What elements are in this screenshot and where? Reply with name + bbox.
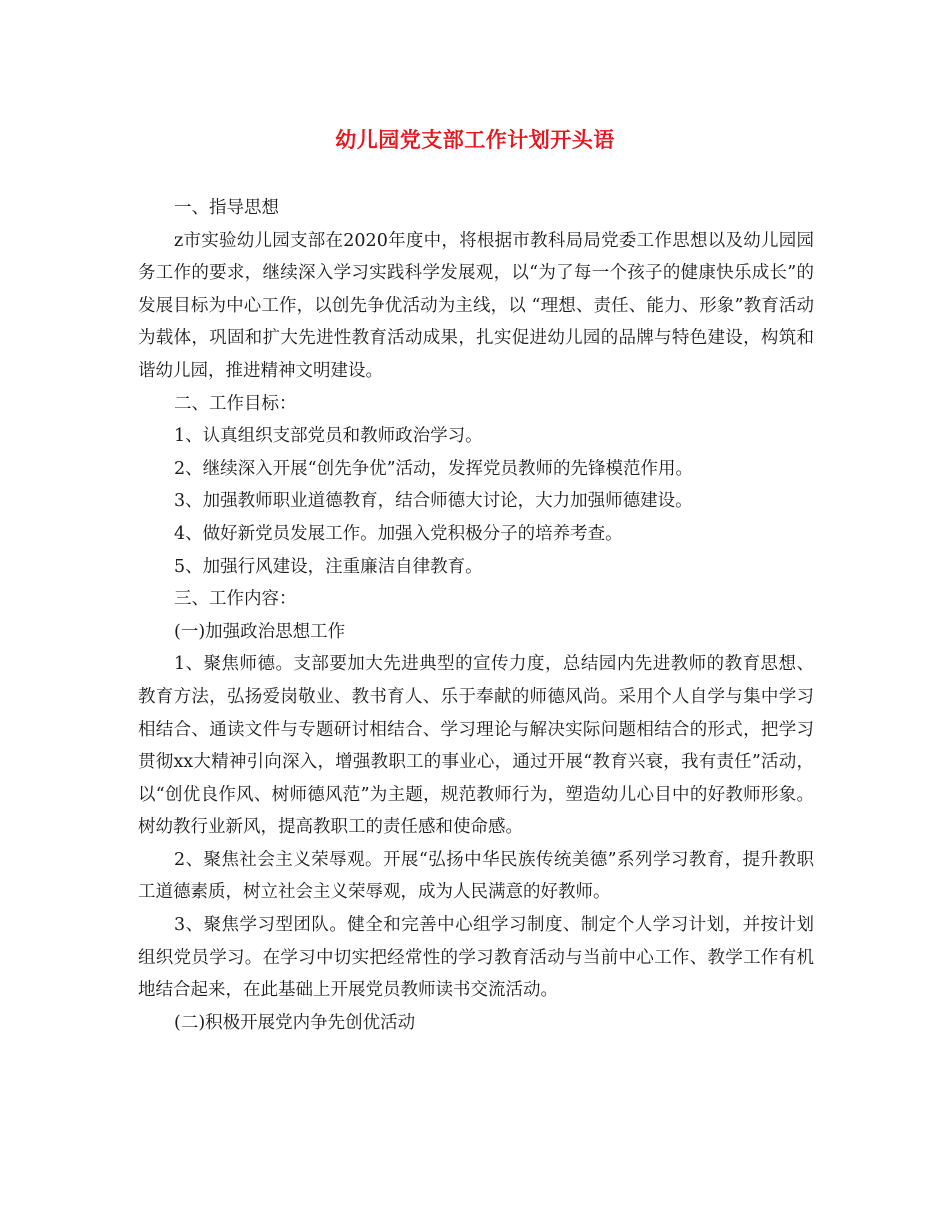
document-body — [138, 192, 814, 1039]
list-item-goal-3: 3、加强教师职业道德教育，结合师德大讨论，大力加强师德建设。 — [174, 491, 693, 512]
paragraph-focus-honor-view: 2、聚焦社会主义荣辱观。开展“弘扬中华民族传统美德”系列学习教育，提升教职工道德素质，树立社会主义荣辱观，成为人民满意的好教师。 — [138, 849, 814, 903]
paragraph-focus-learning-team: 3、聚焦学习型团队。健全和完善中心组学习制度、制定个人学习计划，并按计划组织党员学习。在学习中切实把经常性的学习教育活动与当前中心工作、教学工作有机地结合起来，在此基础上开展党员教师读书交流活动。 — [138, 915, 814, 1001]
list-item-goal-1: 1、认真组织支部党员和教师政治学习。 — [174, 426, 483, 447]
paragraph-focus-teacher-ethics: 1、聚焦师德。支部要加大先进典型的宣传力度，总结园内先进教师的教育思想、教育方法，弘扬爱岗敬业、教书育人、乐于奉献的师德风尚。采用个人自学与集中学习相结合、通读文件与专题研讨相结合、学习理论与解决实际问题相结合的形式，把学习贯彻xx大精神引向深入，增强教职工的事业心，通过开展“教育兴衰，我有责任”活动，以“创优良作风、树师德风范”为主题，规范教师行为，塑造幼儿心目中的好教师形象。树幼教行业新风，提高教职工的责任感和使命感。 — [138, 654, 814, 838]
list-item-goal-4: 4、做好新党员发展工作。加强入党积极分子的培养考查。 — [174, 523, 623, 544]
subsection-heading-political-work: (一)加强政治思想工作 — [174, 621, 346, 642]
subsection-heading-excellence-activity: (二)积极开展党内争先创优活动 — [174, 1012, 416, 1033]
section-heading-guiding-ideology: 一、指导思想 — [174, 198, 279, 218]
document-title: 幼儿园党支部工作计划开头语 — [335, 127, 615, 152]
list-item-goal-2: 2、继续深入开展“创先争优”活动，发挥党员教师的先锋模范作用。 — [174, 458, 694, 479]
section-heading-work-content: 三、工作内容： — [174, 589, 297, 610]
list-item-goal-5: 5、加强行风建设，注重廉洁自律教育。 — [174, 556, 483, 577]
paragraph-guiding-ideology: z市实验幼儿园支部在2020年度中，将根据市教科局局党委工作思想以及幼儿园园务工作的要求，继续深入学习实践科学发展观，以“为了每一个孩子的健康快乐成长”的发展目标为中心工作，以创先争优活动为主线，以 “理想、责任、能力、形象”教育活动为载体，巩固和扩大先进性教育活动成果，扎实促进幼儿园的品牌与特色建设，构筑和谐幼儿园，推进精神文明建设。 — [138, 230, 814, 381]
section-heading-work-goals: 二、工作目标： — [174, 393, 297, 414]
